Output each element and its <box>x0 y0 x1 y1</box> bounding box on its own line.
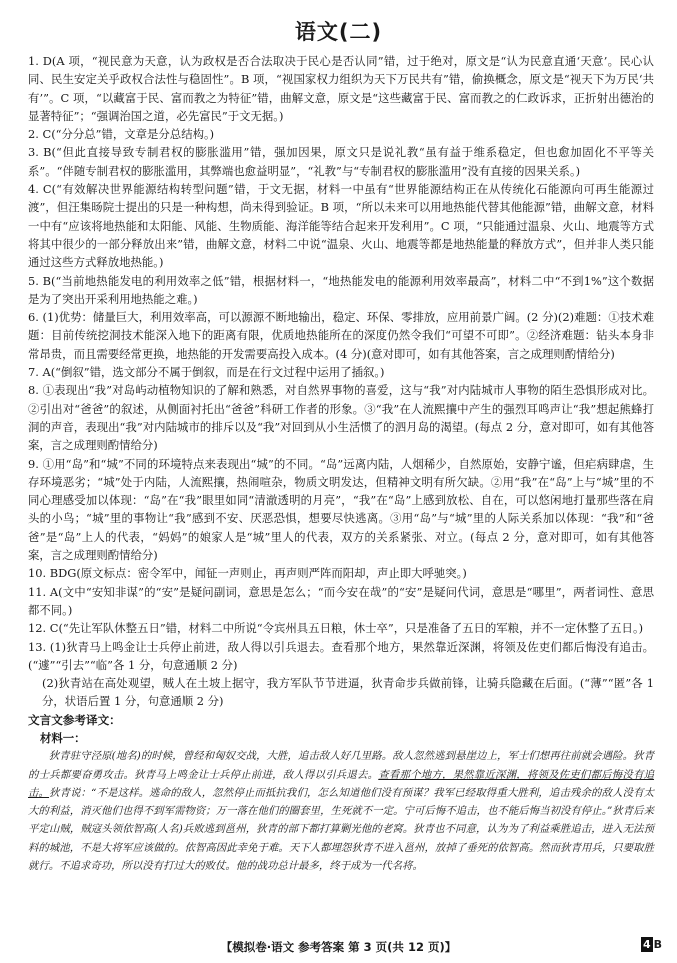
version-badge <box>641 936 662 952</box>
translation-heading: 文言文参考译文： <box>28 712 121 727</box>
translation-material-label: 材料一： <box>40 730 86 745</box>
answer-6: 6. (1)优势：储量巨大，利用效率高，可以源源不断地输出，稳定、环保、零排放，应用前景广阔。(2 分)(2)难题：①技术难题：目前传统挖洞技术能深入地下的距离有限，优质地热能所在的深度仍然令我们“可望不可即”。②经济难题：钻头本身非常昂贵，而且需要经常更换，地热能的开发需要高投入成本。(4 分)(意对即可，如有其他答案，言之成理则酌情给分) <box>28 310 654 361</box>
answer-5: 5. B(“当前地热能发电的利用效率之低”错，根据材料一，“地热能发电的能源利用效率最高”，材料二中“不到1%”这个数据是为了突出开采利用地热能之难。) <box>28 273 654 306</box>
translation-text-a: 狄青驻守泾原(地名)的时候，曾经和匈奴交战，大胜，追击敌人好几里路。敌人忽然逃到悬崖边上，军士们想再往前就会遇险。狄青的士兵都要奋勇攻击。狄青马上鸣金让士兵停止前进，敌人得以引兵退去。 <box>28 750 654 781</box>
answer-1: 1. D(A 项，“视民意为天意，认为政权是否合法取决于民心是否认同”错，过于绝对，原文是“认为民意直通‘天意’。民心认同、民生安定关乎政权合法性与稳固性”。B 项，“视国家权力组织为天下万民共有”错，偷换概念，原文是“视天下为万民‘共有’”。C 项，“以藏富于民、富而教之为特征”错，曲解文意，原文是“这些藏富于民、富而教之的仁政诉求，正折射出德治的显著特征”；“强调治国之道，必先富民”于文无据。) <box>28 54 654 123</box>
answer-4: 4. C(“有效解决世界能源结构转型问题”错，于文无据，材料一中虽有“世界能源结构正在从传统化石能源向可再生能源过渡”，但汪集旸院士提出的只是一种构想，尚未得到验证。B 项，“所以未来可以用地热能代替其他能源”错，曲解文意，材料一中有“应该将地热能和太阳能、风能、生物质能、海洋能等结合起来开发利用”。C 项，“只能通过温泉、火山、地震等方式将其中很少的一部分释放出来”错，曲解文意，材料二中说“温泉、火山、地震等都是地热能量的释放方式”，但并非人类只能通过这些方式释放地热能。) <box>28 182 654 270</box>
answer-8: 8. ①表现出“我”对岛屿动植物知识的了解和熟悉，对自然界事物的喜爱，这与“我”对内陆城市人事物的陌生恐惧形成对比。②引出对“爸爸”的叙述，从侧面衬托出“爸爸”科研工作者的形象。③“我”在人流熙攘中产生的强烈耳鸣声让“我”想起熊蜂打洞的声音，表现出“我”对内陆城市的排斥以及“我”对回到从小生活惯了的泗月岛的渴望。(每点 2 分，意对即可，如有其他答案，言之成理则酌情给分) <box>28 383 654 453</box>
answer-9: 9. ①用“岛”和“城”不同的环境特点来表现出“城”的不同。“岛”远离内陆，人烟稀少，自然原始，安静宁谧，但疟病肆虐，生存环境恶劣；“城”处于内陆，人流熙攘，热闹喧杂，物质文明发达，但精神文明有所欠缺。②用“我”在“岛”上与“城”里的不同心理感受加以体现：“岛”在“我”眼里如同“清澈透明的月亮”，“我”在“岛”上感到放松、自在，可以悠闲地打量那些落在肩头的小鸟；“城”里的事物让“我”感到不安、厌恶恐惧，想要尽快逃离。③用“岛”与“城”里的人际关系加以体现：“我”和“爸爸”是“岛”上人的代表，“妈妈”的娘家人是“城”里人的代表，双方的关系紧张、对立。(每点 2 分，意对即可，如有其他答案，言之成理则酌情给分) <box>28 456 654 563</box>
answer-7: 7. A(“倒叙”错，选文部分不属于倒叙，而是在行文过程中运用了插叙。) <box>28 365 385 380</box>
version-number: 4 <box>643 937 651 951</box>
answer-11: 11. A(文中“安知非谋”的“安”是疑问副词，意思是怎么；“而今安在哉”的“安”是疑问代词，意思是“哪里”，两者词性、意思都不同。) <box>28 584 654 617</box>
answer-13-part-1: 13. (1)狄青马上鸣金让士兵停止前进，敌人得以引兵退去。查看那个地方，果然靠近深渊，将领及佐吏们都后悔没有追击。(“遽”“引去”“临”各 1 分，句意通顺 2 分) <box>28 639 654 672</box>
answer-content <box>28 52 654 875</box>
answer-13-part-2: (2)狄青站在高处观望，贼人在土坡上据守，我方军队节节进逼，狄青命步兵做前锋，让骑兵隐藏在后面。(“薄”“匿”各 1 分，状语后置 1 分，句意通顺 2 分) <box>42 676 654 709</box>
answer-3: 3. B(“但此直接导致专制君权的膨胀滥用”错，强加因果，原文只是说礼教“虽有益于维系稳定，但也愈加固化不平等关系”。“伴随专制君权的膨胀滥用，其弊端也愈益明显”，“礼教”与“专制君权的膨胀滥用”没有直接的因果关系。) <box>28 145 654 178</box>
page-title: 语文(二) <box>294 20 383 44</box>
translation-text <box>28 747 654 875</box>
answer-2: 2. C(“分分总”错，文章是分总结构。) <box>28 127 215 142</box>
answer-10: 10. BDG(原文标点：密令军中，闻钲一声则止，再声则严阵而阳却，声止即大呼驰突。) <box>28 566 467 581</box>
version-letter: B <box>653 937 663 951</box>
answer-12: 12. C(“先让军队休整五日”错，材料二中所说“令宾州具五日粮，休士卒”，只是准备了五日的军粮，并不一定休整了五日。) <box>28 621 644 636</box>
page-footer: 【模拟卷·语文 参考答案 第 3 页(共 12 页)】 <box>220 940 457 954</box>
translation-text-b: 狄青说：“不是这样。逃命的敌人，忽然停止而抵抗我们，怎么知道他们没有预谋？我军已经取得重大胜利，追击残余的敌人没有太大的利益，消灭他们也得不到军需物资；万一落在他们的圈套里，生死就不一定。宁可后悔不追击，也不能后悔当初没有停止。”狄青后来平定山贼，贼寇头领依智高(人名)兵败逃到邕州，狄青的部下都打算剿光他的老窝。狄青也不同意，认为为了利益乘胜追击，进入无法预料的城池，不是大将军应该做的。依智高因此幸免于难。天下人都埋怨狄青不进入邕州，放掉了垂死的依智高。然而狄青用兵，只要取胜就行。不追求奇功，所以没有打过大的败仗。他的战功总计最多，终于成为一代名将。 <box>28 786 655 873</box>
translation-underlined-sentence: 查看那个地方，果然靠近深渊，将领及佐吏们都后悔没有追击。 <box>28 768 655 799</box>
